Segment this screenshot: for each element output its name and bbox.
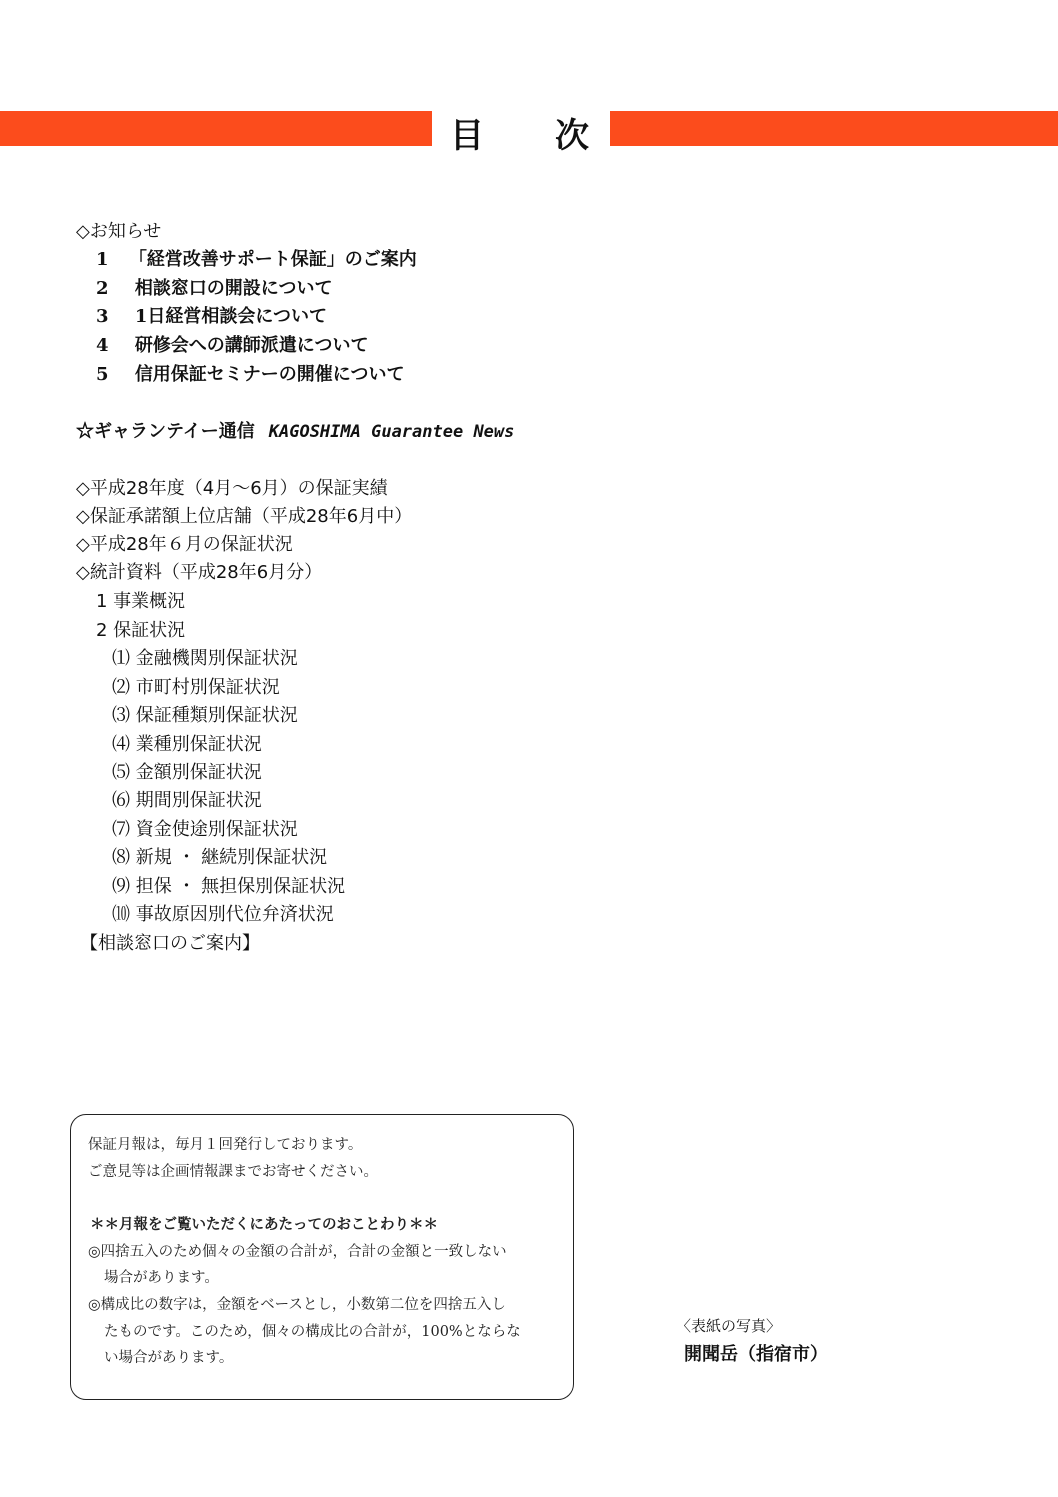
notice-num: 2 [96, 278, 109, 299]
notice-text: 1日経営相談会について [134, 306, 327, 327]
page-title [432, 108, 610, 156]
guarantee-news-label: ☆ギャランテイー通信 [76, 421, 255, 442]
stats-sub-item: ⑸ 金額別保証状況 [112, 762, 262, 783]
notice-num: 1 [96, 249, 109, 270]
notice-text: 信用保証セミナーの開催について [134, 364, 405, 385]
note-line: ご意見等は企画情報課までお寄せください。 [88, 1164, 378, 1180]
guarantee-news [76, 421, 514, 443]
note-line: たものです。このため，個々の構成比の合計が，100%とならな [104, 1324, 521, 1340]
notice-text: 相談窓口の開設について [134, 278, 333, 299]
notices-heading: ◇お知らせ [76, 221, 162, 242]
notice-item-1 [96, 249, 417, 271]
note-heading: ＊＊月報をご覧いただくにあたってのおことわり＊＊ [90, 1217, 438, 1233]
note-line: ◎構成比の数字は，金額をベースとし，小数第二位を四捨五入し [88, 1297, 506, 1313]
section-heading: ◇平成28年度（4月～6月）の保証実績 [76, 478, 388, 499]
stats-sub-item: ⑹ 期間別保証状況 [112, 790, 262, 811]
stats-sub-item: ⑺ 資金使途別保証状況 [112, 819, 298, 840]
title-char-2: 次 [555, 116, 589, 156]
stats-sub-item: ⑻ 新規 ・ 継続別保証状況 [112, 847, 328, 868]
notice-item-3 [96, 306, 327, 328]
notice-num: 4 [96, 335, 109, 356]
note-line: 保証月報は，毎月１回発行しております。 [88, 1137, 363, 1153]
section-heading: ◇統計資料（平成28年6月分） [76, 562, 323, 583]
stats-sub-item: ⑵ 市町村別保証状況 [112, 677, 280, 698]
notice-text: 研修会への講師派遣について [134, 335, 369, 356]
stats-item-2: 2 保証状況 [96, 620, 186, 641]
notice-item-2 [96, 278, 332, 300]
header-bar-right [610, 111, 1058, 146]
guarantee-news-english: KAGOSHIMA Guarantee News [268, 422, 515, 442]
stats-item-1: 1 事業概況 [96, 591, 186, 612]
stats-sub-item: ⑼ 担保 ・ 無担保別保証状況 [112, 876, 346, 897]
notice-item-4 [96, 335, 368, 357]
note-line: 場合があります。 [104, 1270, 219, 1286]
header-bar-left [0, 111, 432, 146]
stats-sub-item: ⑷ 業種別保証状況 [112, 734, 262, 755]
cover-name: 開聞岳（指宿市） [684, 1344, 828, 1365]
notice-num: 3 [96, 306, 109, 327]
note-line: ◎四捨五入のため個々の金額の合計が，合計の金額と一致しない [88, 1244, 507, 1260]
cover-label: 〈表紙の写真〉 [676, 1317, 782, 1335]
title-char-1: 目 [450, 116, 484, 156]
notice-item-5 [96, 364, 404, 386]
stats-sub-item: ⑴ 金融機関別保証状況 [112, 648, 298, 669]
stats-sub-item: ⑽ 事故原因別代位弁済状況 [112, 904, 334, 925]
stats-sub-item: ⑶ 保証種類別保証状況 [112, 705, 298, 726]
consult-heading: 【相談窓口のご案内】 [80, 933, 260, 954]
notice-num: 5 [96, 364, 109, 385]
section-heading: ◇保証承諾額上位店舗（平成28年6月中） [76, 506, 413, 527]
notice-text: 「経営改善サポート保証」のご案内 [128, 249, 417, 270]
section-heading: ◇平成28年６月の保証状況 [76, 534, 293, 555]
note-line: い場合があります。 [104, 1350, 234, 1366]
